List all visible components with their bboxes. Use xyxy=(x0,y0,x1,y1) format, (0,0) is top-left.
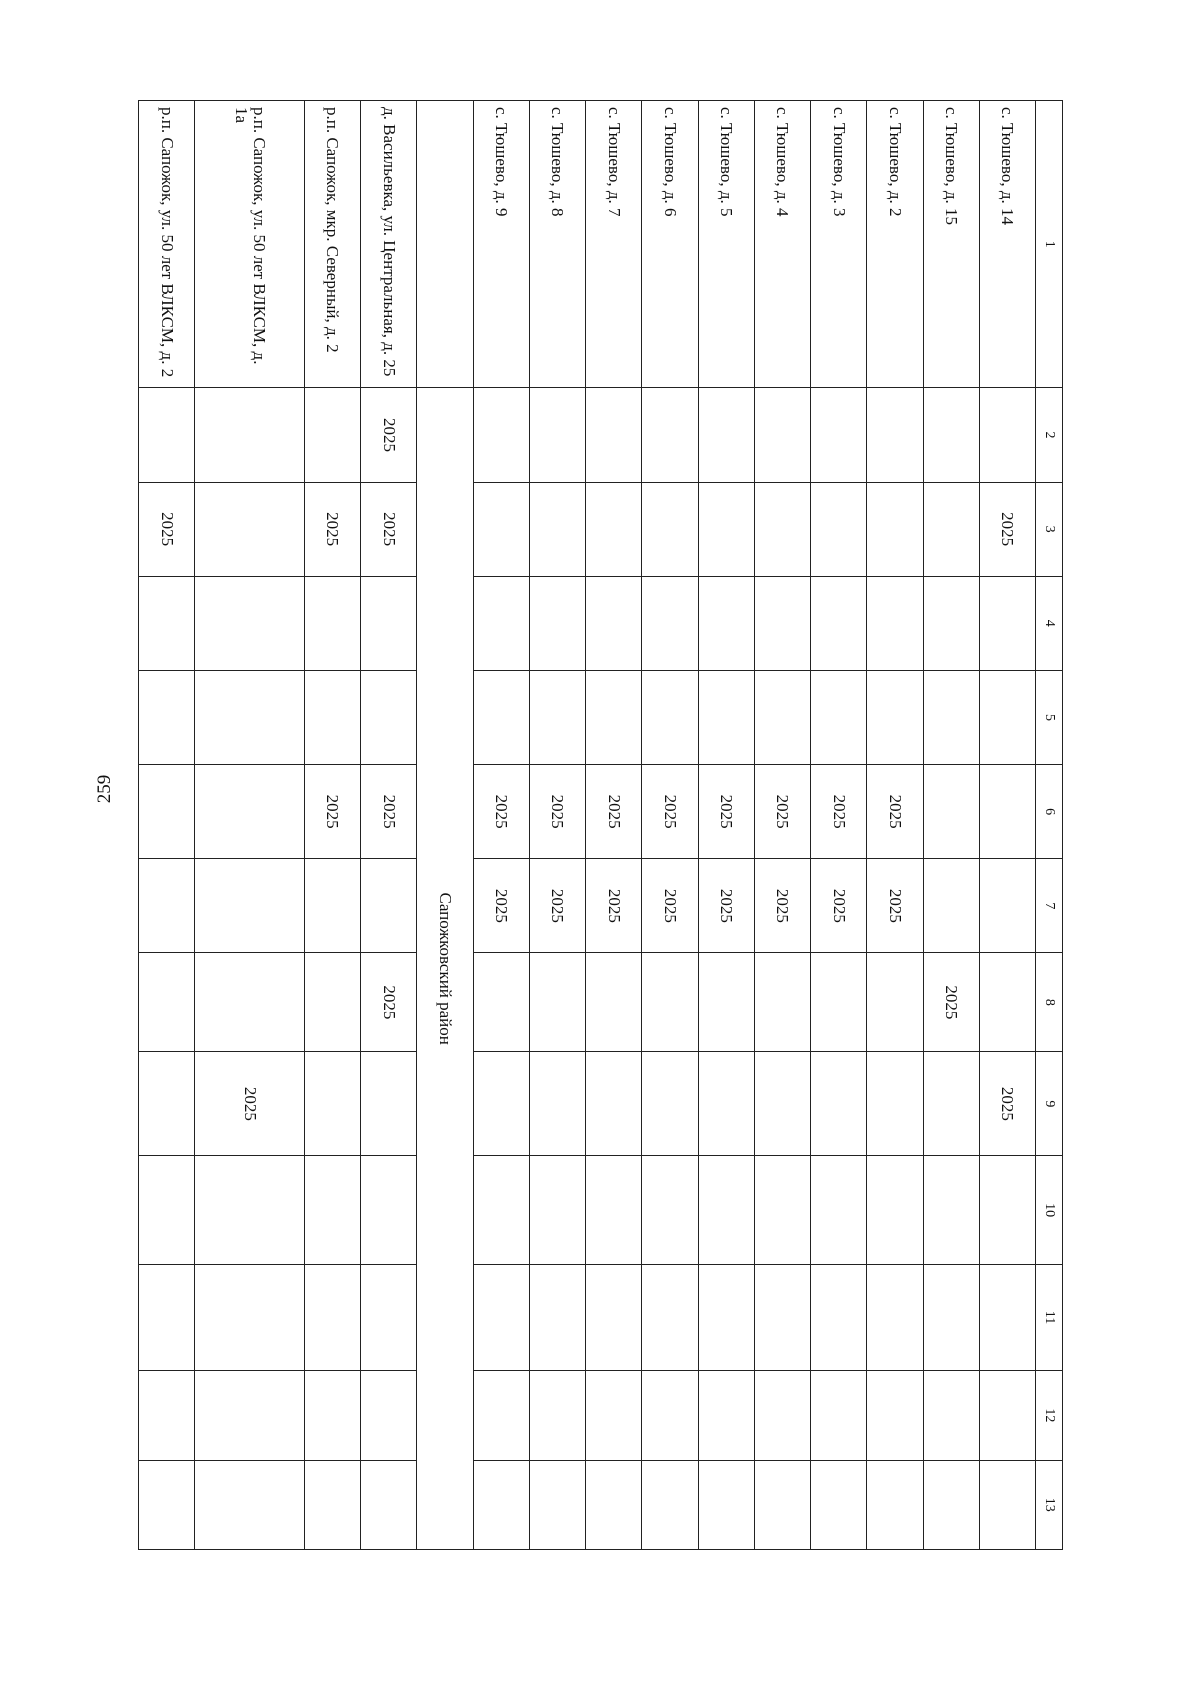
year-cell xyxy=(586,1052,642,1156)
year-cell xyxy=(586,388,642,482)
year-cell xyxy=(195,1371,305,1460)
year-cell xyxy=(473,1156,529,1265)
year-cell xyxy=(529,576,585,670)
year-cell xyxy=(642,1156,698,1265)
year-cell xyxy=(304,1052,360,1156)
year-cell xyxy=(304,1264,360,1370)
year-cell xyxy=(923,1371,979,1460)
year-cell xyxy=(304,670,360,764)
year-cell xyxy=(979,1264,1035,1370)
column-header-10: 10 xyxy=(1036,1156,1063,1265)
year-cell xyxy=(139,1156,195,1265)
year-cell xyxy=(586,1371,642,1460)
year-cell xyxy=(923,670,979,764)
year-cell xyxy=(586,1156,642,1265)
year-cell xyxy=(698,953,754,1052)
year-cell xyxy=(473,1460,529,1549)
year-cell xyxy=(473,482,529,576)
year-cell xyxy=(698,482,754,576)
year-cell xyxy=(473,1371,529,1460)
year-cell xyxy=(642,1264,698,1370)
year-cell xyxy=(698,388,754,482)
table-row xyxy=(361,101,417,1550)
year-cell xyxy=(195,482,305,576)
year-cell xyxy=(698,670,754,764)
year-cell xyxy=(586,1264,642,1370)
address-cell: р.п. Сапожок, мкр. Северный, д. 2 xyxy=(304,101,360,388)
year-cell xyxy=(923,482,979,576)
year-cell xyxy=(754,670,810,764)
address-cell: с. Тюшево, д. 9 xyxy=(473,101,529,388)
year-cell xyxy=(361,1156,417,1265)
year-cell xyxy=(195,953,305,1052)
year-cell xyxy=(979,388,1035,482)
year-cell xyxy=(361,1264,417,1370)
year-cell xyxy=(529,670,585,764)
year-cell xyxy=(361,576,417,670)
schedule-table xyxy=(138,100,1063,1550)
year-cell xyxy=(867,1460,923,1549)
year-cell xyxy=(642,1371,698,1460)
column-header-7: 7 xyxy=(1036,859,1063,953)
year-cell xyxy=(529,1052,585,1156)
year-cell xyxy=(979,1156,1035,1265)
table-row xyxy=(642,101,698,1550)
year-cell xyxy=(529,1156,585,1265)
year-cell xyxy=(361,670,417,764)
table-row xyxy=(867,101,923,1550)
year-cell xyxy=(473,670,529,764)
address-cell: с. Тюшево, д. 4 xyxy=(754,101,810,388)
column-header-1: 1 xyxy=(1036,101,1063,388)
year-cell xyxy=(698,1052,754,1156)
year-cell xyxy=(304,1371,360,1460)
year-cell xyxy=(923,1460,979,1549)
year-cell xyxy=(473,1052,529,1156)
year-cell xyxy=(979,670,1035,764)
year-cell xyxy=(867,1371,923,1460)
year-cell xyxy=(304,859,360,953)
year-cell: 2025 xyxy=(642,859,698,953)
column-header-11: 11 xyxy=(1036,1264,1063,1370)
year-cell: 2025 xyxy=(529,765,585,859)
year-cell xyxy=(754,576,810,670)
year-cell xyxy=(139,765,195,859)
year-cell xyxy=(529,1460,585,1549)
year-cell: 2025 xyxy=(361,482,417,576)
year-cell: 2025 xyxy=(923,953,979,1052)
year-cell: 2025 xyxy=(811,765,867,859)
year-cell xyxy=(529,388,585,482)
year-cell xyxy=(811,1460,867,1549)
column-header-12: 12 xyxy=(1036,1371,1063,1460)
year-cell: 2025 xyxy=(754,765,810,859)
address-cell: с. Тюшево, д. 14 xyxy=(979,101,1035,388)
year-cell xyxy=(586,670,642,764)
year-cell xyxy=(811,576,867,670)
year-cell xyxy=(304,1460,360,1549)
year-cell xyxy=(698,1371,754,1460)
address-cell: с. Тюшево, д. 2 xyxy=(867,101,923,388)
year-cell xyxy=(923,859,979,953)
year-cell xyxy=(754,1156,810,1265)
year-cell: 2025 xyxy=(195,1052,305,1156)
year-cell xyxy=(139,1052,195,1156)
year-cell xyxy=(979,1371,1035,1460)
table-row xyxy=(529,101,585,1550)
year-cell xyxy=(867,1156,923,1265)
table-container xyxy=(138,100,1063,1550)
year-cell xyxy=(195,670,305,764)
year-cell: 2025 xyxy=(754,859,810,953)
address-cell: р.п. Сапожок, ул. 50 лет ВЛКСМ, д. 1а xyxy=(195,101,305,388)
district-label: Сапожковский район xyxy=(417,388,473,1550)
address-cell: с. Тюшево, д. 7 xyxy=(586,101,642,388)
year-cell xyxy=(304,388,360,482)
year-cell xyxy=(754,388,810,482)
year-cell xyxy=(979,765,1035,859)
year-cell xyxy=(979,953,1035,1052)
year-cell: 2025 xyxy=(361,953,417,1052)
year-cell xyxy=(867,953,923,1052)
table-row xyxy=(586,101,642,1550)
year-cell xyxy=(139,859,195,953)
column-header-5: 5 xyxy=(1036,670,1063,764)
district-row xyxy=(417,101,473,1550)
year-cell xyxy=(304,953,360,1052)
year-cell: 2025 xyxy=(867,765,923,859)
table-row xyxy=(698,101,754,1550)
address-cell: с. Тюшево, д. 8 xyxy=(529,101,585,388)
column-header-9: 9 xyxy=(1036,1052,1063,1156)
address-cell: с. Тюшево, д. 5 xyxy=(698,101,754,388)
year-cell xyxy=(923,576,979,670)
year-cell: 2025 xyxy=(979,482,1035,576)
year-cell: 2025 xyxy=(698,765,754,859)
year-cell xyxy=(811,1371,867,1460)
column-header-13: 13 xyxy=(1036,1460,1063,1549)
column-header-6: 6 xyxy=(1036,765,1063,859)
year-cell xyxy=(811,1264,867,1370)
year-cell xyxy=(979,859,1035,953)
year-cell: 2025 xyxy=(586,765,642,859)
year-cell xyxy=(923,388,979,482)
year-cell xyxy=(979,1460,1035,1549)
year-cell xyxy=(867,670,923,764)
year-cell: 2025 xyxy=(979,1052,1035,1156)
year-cell xyxy=(139,388,195,482)
column-header-4: 4 xyxy=(1036,576,1063,670)
address-cell: с. Тюшево, д. 15 xyxy=(923,101,979,388)
year-cell xyxy=(304,576,360,670)
address-cell: с. Тюшево, д. 3 xyxy=(811,101,867,388)
year-cell: 2025 xyxy=(867,859,923,953)
year-cell xyxy=(195,576,305,670)
year-cell xyxy=(698,1156,754,1265)
year-cell xyxy=(698,576,754,670)
year-cell xyxy=(642,1460,698,1549)
year-cell: 2025 xyxy=(473,765,529,859)
year-cell xyxy=(923,1052,979,1156)
year-cell: 2025 xyxy=(586,859,642,953)
year-cell xyxy=(361,859,417,953)
year-cell xyxy=(867,482,923,576)
year-cell: 2025 xyxy=(304,482,360,576)
year-cell xyxy=(195,765,305,859)
year-cell xyxy=(642,1052,698,1156)
table-row xyxy=(979,101,1035,1550)
year-cell: 2025 xyxy=(642,765,698,859)
year-cell xyxy=(923,1156,979,1265)
year-cell xyxy=(698,1460,754,1549)
year-cell xyxy=(642,670,698,764)
year-cell xyxy=(529,482,585,576)
year-cell xyxy=(361,1052,417,1156)
year-cell xyxy=(195,1264,305,1370)
year-cell xyxy=(811,1052,867,1156)
year-cell xyxy=(811,388,867,482)
year-cell xyxy=(867,1052,923,1156)
year-cell xyxy=(361,1460,417,1549)
table-header-row xyxy=(1036,101,1063,1550)
table-row xyxy=(139,101,195,1550)
year-cell xyxy=(473,576,529,670)
address-cell: д. Васильевка, ул. Центральная, д. 25 xyxy=(361,101,417,388)
year-cell: 2025 xyxy=(361,388,417,482)
year-cell xyxy=(473,953,529,1052)
table-row xyxy=(304,101,360,1550)
year-cell xyxy=(642,482,698,576)
year-cell xyxy=(473,388,529,482)
column-header-8: 8 xyxy=(1036,953,1063,1052)
year-cell xyxy=(473,1264,529,1370)
year-cell xyxy=(195,859,305,953)
address-cell: с. Тюшево, д. 6 xyxy=(642,101,698,388)
year-cell xyxy=(139,953,195,1052)
year-cell: 2025 xyxy=(361,765,417,859)
year-cell xyxy=(139,1371,195,1460)
year-cell xyxy=(979,576,1035,670)
year-cell xyxy=(754,1460,810,1549)
year-cell xyxy=(139,670,195,764)
year-cell xyxy=(698,1264,754,1370)
year-cell xyxy=(529,1371,585,1460)
table-row xyxy=(923,101,979,1550)
year-cell xyxy=(361,1371,417,1460)
year-cell xyxy=(642,576,698,670)
year-cell: 2025 xyxy=(529,859,585,953)
year-cell xyxy=(195,1156,305,1265)
year-cell xyxy=(139,1460,195,1549)
year-cell xyxy=(867,576,923,670)
year-cell xyxy=(811,953,867,1052)
year-cell xyxy=(811,482,867,576)
year-cell xyxy=(586,576,642,670)
year-cell xyxy=(195,1460,305,1549)
year-cell xyxy=(586,482,642,576)
table-row xyxy=(473,101,529,1550)
district-empty-cell xyxy=(417,101,473,388)
year-cell xyxy=(811,670,867,764)
year-cell xyxy=(754,482,810,576)
year-cell: 2025 xyxy=(304,765,360,859)
year-cell xyxy=(642,388,698,482)
year-cell xyxy=(529,953,585,1052)
address-cell: р.п. Сапожок, ул. 50 лет ВЛКСМ, д. 2 xyxy=(139,101,195,388)
year-cell: 2025 xyxy=(698,859,754,953)
year-cell xyxy=(867,388,923,482)
year-cell xyxy=(754,1371,810,1460)
column-header-2: 2 xyxy=(1036,388,1063,482)
year-cell xyxy=(923,1264,979,1370)
year-cell xyxy=(642,953,698,1052)
table-row xyxy=(811,101,867,1550)
year-cell xyxy=(195,388,305,482)
year-cell xyxy=(754,953,810,1052)
year-cell: 2025 xyxy=(811,859,867,953)
table-row xyxy=(754,101,810,1550)
page-number: 259 xyxy=(94,774,115,804)
year-cell xyxy=(811,1156,867,1265)
year-cell xyxy=(923,765,979,859)
year-cell: 2025 xyxy=(139,482,195,576)
year-cell xyxy=(586,1460,642,1549)
year-cell xyxy=(304,1156,360,1265)
year-cell xyxy=(139,1264,195,1370)
year-cell: 2025 xyxy=(473,859,529,953)
column-header-3: 3 xyxy=(1036,482,1063,576)
year-cell xyxy=(867,1264,923,1370)
year-cell xyxy=(754,1264,810,1370)
table-row xyxy=(195,101,305,1550)
year-cell xyxy=(586,953,642,1052)
year-cell xyxy=(529,1264,585,1370)
year-cell xyxy=(754,1052,810,1156)
year-cell xyxy=(139,576,195,670)
